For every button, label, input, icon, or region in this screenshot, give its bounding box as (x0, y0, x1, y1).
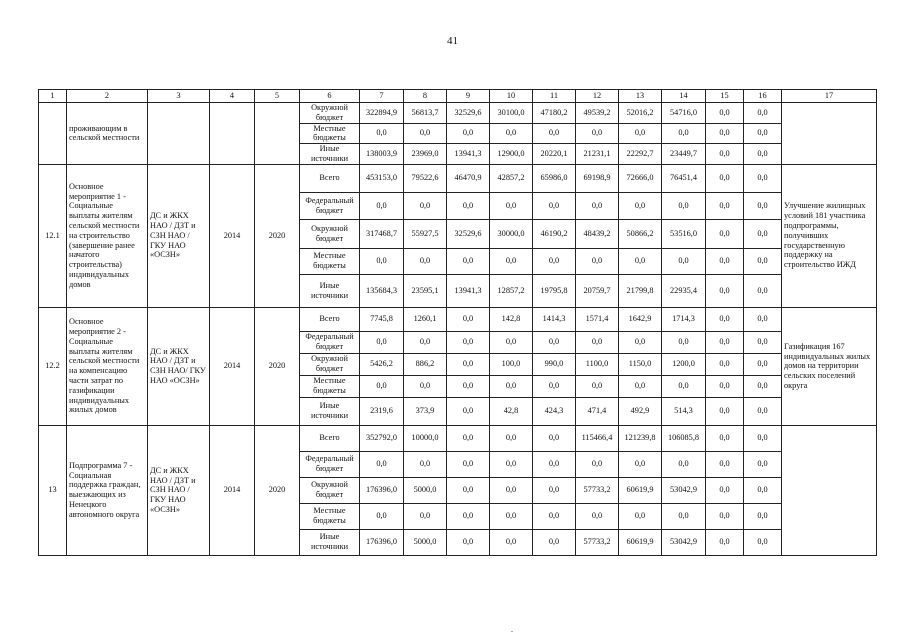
amount-cell: 0,0 (744, 144, 782, 165)
amount-cell: 0,0 (744, 164, 782, 192)
amount-cell: 1714,3 (662, 307, 706, 331)
amount-cell: 373,9 (404, 397, 447, 425)
amount-cell: 106085,8 (662, 425, 706, 451)
expected-result: Улучшение жилищных условий 181 участника подпрограммы, получивших государственную поддержку на строительство ИЖД (782, 164, 877, 307)
amount-cell: 55927,5 (404, 219, 447, 248)
amount-cell: 0,0 (447, 375, 490, 397)
start-year (210, 103, 255, 165)
amount-cell: 121239,8 (619, 425, 662, 451)
amount-cell: 424,3 (533, 397, 576, 425)
amount-cell: 0,0 (533, 192, 576, 219)
amount-cell: 5000,0 (404, 529, 447, 555)
amount-cell: 0,0 (576, 375, 619, 397)
expected-result (782, 425, 877, 555)
amount-cell: 0,0 (619, 451, 662, 477)
funding-source: Окружной бюджет (300, 219, 360, 248)
amount-cell: 32529,6 (447, 103, 490, 124)
amount-cell: 0,0 (533, 331, 576, 353)
column-number: 15 (706, 90, 744, 103)
executors: ДС и ЖКХ НАО / ДЗТ и СЗН НАО/ ГКУ НАО «ОСЗН» (148, 307, 210, 425)
amount-cell: 0,0 (447, 425, 490, 451)
amount-cell: 0,0 (576, 451, 619, 477)
column-number: 9 (447, 90, 490, 103)
amount-cell: 0,0 (706, 375, 744, 397)
amount-cell: 135684,3 (360, 274, 404, 307)
amount-cell: 19795,8 (533, 274, 576, 307)
amount-cell: 20220,1 (533, 144, 576, 165)
funding-source: Федеральный бюджет (300, 331, 360, 353)
column-number: 2 (67, 90, 148, 103)
item-name: Подпрограмма 7 - Социальная поддержка граждан, выезжающих из Ненецкого автономного округа (67, 425, 148, 555)
amount-cell: 0,0 (404, 503, 447, 529)
column-number: 16 (744, 90, 782, 103)
amount-cell: 50866,2 (619, 219, 662, 248)
funding-source: Иные источники (300, 274, 360, 307)
column-number: 8 (404, 90, 447, 103)
amount-cell: 453153,0 (360, 164, 404, 192)
amount-cell: 0,0 (404, 123, 447, 144)
funding-source: Местные бюджеты (300, 375, 360, 397)
amount-cell: 0,0 (404, 375, 447, 397)
amount-cell: 0,0 (360, 331, 404, 353)
amount-cell: 0,0 (706, 192, 744, 219)
amount-cell: 0,0 (447, 307, 490, 331)
funding-source: Иные источники (300, 144, 360, 165)
amount-cell: 514,3 (662, 397, 706, 425)
amount-cell: 0,0 (404, 451, 447, 477)
amount-cell: 21799,8 (619, 274, 662, 307)
amount-cell: 0,0 (706, 307, 744, 331)
amount-cell: 138003,9 (360, 144, 404, 165)
item-number: 13 (39, 425, 67, 555)
amount-cell: 0,0 (490, 248, 533, 274)
table-row (39, 164, 877, 192)
amount-cell: 0,0 (404, 192, 447, 219)
funding-source: Иные источники (300, 529, 360, 555)
amount-cell: 12900,0 (490, 144, 533, 165)
amount-cell: 0,0 (490, 503, 533, 529)
amount-cell: 0,0 (706, 274, 744, 307)
amount-cell: 0,0 (744, 219, 782, 248)
amount-cell: 0,0 (576, 123, 619, 144)
column-number: 13 (619, 90, 662, 103)
amount-cell: 0,0 (490, 375, 533, 397)
amount-cell: 0,0 (706, 425, 744, 451)
amount-cell: 322894,9 (360, 103, 404, 124)
amount-cell: 0,0 (533, 375, 576, 397)
executors: ДС и ЖКХ НАО / ДЗТ и СЗН НАО / ГКУ НАО «ОСЗН» (148, 164, 210, 307)
amount-cell: 0,0 (706, 451, 744, 477)
amount-cell: 1414,3 (533, 307, 576, 331)
page-mark: . (511, 625, 513, 634)
amount-cell: 0,0 (706, 123, 744, 144)
expected-result: Газификация 167 индивидуальных жилых домов на территории сельских поселений округа (782, 307, 877, 425)
amount-cell: 317468,7 (360, 219, 404, 248)
amount-cell: 0,0 (744, 307, 782, 331)
amount-cell: 76451,4 (662, 164, 706, 192)
item-number: 12.1 (39, 164, 67, 307)
amount-cell: 0,0 (744, 192, 782, 219)
amount-cell: 0,0 (706, 248, 744, 274)
amount-cell: 57733,2 (576, 529, 619, 555)
amount-cell: 13941,3 (447, 144, 490, 165)
amount-cell: 0,0 (447, 451, 490, 477)
amount-cell: 46190,2 (533, 219, 576, 248)
amount-cell: 0,0 (744, 503, 782, 529)
amount-cell: 79522,6 (404, 164, 447, 192)
amount-cell: 20759,7 (576, 274, 619, 307)
item-name: проживающим в сельской местности (67, 103, 148, 165)
column-number: 4 (210, 90, 255, 103)
amount-cell: 0,0 (744, 375, 782, 397)
start-year: 2014 (210, 425, 255, 555)
amount-cell: 54716,0 (662, 103, 706, 124)
amount-cell: 0,0 (533, 248, 576, 274)
amount-cell: 5426,2 (360, 353, 404, 375)
column-number: 14 (662, 90, 706, 103)
amount-cell: 0,0 (744, 529, 782, 555)
amount-cell: 0,0 (744, 477, 782, 503)
amount-cell: 0,0 (490, 192, 533, 219)
amount-cell: 23595,1 (404, 274, 447, 307)
amount-cell: 60619,9 (619, 529, 662, 555)
column-number: 10 (490, 90, 533, 103)
page-number: 41 (447, 35, 458, 47)
amount-cell: 0,0 (662, 192, 706, 219)
amount-cell: 22935,4 (662, 274, 706, 307)
amount-cell: 23969,0 (404, 144, 447, 165)
amount-cell: 0,0 (360, 375, 404, 397)
amount-cell: 49539,2 (576, 103, 619, 124)
amount-cell: 0,0 (706, 164, 744, 192)
end-year: 2020 (255, 425, 300, 555)
amount-cell: 0,0 (490, 529, 533, 555)
amount-cell: 0,0 (744, 451, 782, 477)
funding-source: Окружной бюджет (300, 103, 360, 124)
amount-cell: 0,0 (576, 248, 619, 274)
amount-cell: 0,0 (619, 248, 662, 274)
amount-cell: 0,0 (447, 397, 490, 425)
funding-source: Федеральный бюджет (300, 451, 360, 477)
amount-cell: 0,0 (619, 123, 662, 144)
item-number (39, 103, 67, 165)
amount-cell: 53042,9 (662, 477, 706, 503)
item-name: Основное мероприятие 1 - Социальные выплаты жителям сельской местности на строительство (завершение ранее начатого строительства) индивидуальных домов (67, 164, 148, 307)
amount-cell: 53042,9 (662, 529, 706, 555)
column-number: 11 (533, 90, 576, 103)
amount-cell: 0,0 (744, 103, 782, 124)
amount-cell: 0,0 (706, 503, 744, 529)
amount-cell: 42,8 (490, 397, 533, 425)
column-number: 3 (148, 90, 210, 103)
funding-source: Окружной бюджет (300, 353, 360, 375)
amount-cell: 886,2 (404, 353, 447, 375)
amount-cell: 0,0 (744, 425, 782, 451)
amount-cell: 0,0 (576, 192, 619, 219)
amount-cell: 0,0 (576, 503, 619, 529)
amount-cell: 0,0 (447, 192, 490, 219)
amount-cell: 0,0 (706, 529, 744, 555)
amount-cell: 0,0 (533, 425, 576, 451)
funding-source: Местные бюджеты (300, 248, 360, 274)
amount-cell: 32529,6 (447, 219, 490, 248)
amount-cell: 7745,8 (360, 307, 404, 331)
funding-source: Федеральный бюджет (300, 192, 360, 219)
funding-source: Окружной бюджет (300, 477, 360, 503)
amount-cell: 5000,0 (404, 477, 447, 503)
amount-cell: 0,0 (533, 529, 576, 555)
amount-cell: 30100,0 (490, 103, 533, 124)
amount-cell: 0,0 (447, 248, 490, 274)
amount-cell: 0,0 (619, 192, 662, 219)
start-year: 2014 (210, 164, 255, 307)
amount-cell: 57733,2 (576, 477, 619, 503)
amount-cell: 0,0 (490, 123, 533, 144)
table-row (39, 103, 877, 124)
amount-cell: 1200,0 (662, 353, 706, 375)
column-number: 5 (255, 90, 300, 103)
amount-cell: 0,0 (533, 477, 576, 503)
amount-cell: 0,0 (404, 331, 447, 353)
amount-cell: 56813,7 (404, 103, 447, 124)
column-number: 12 (576, 90, 619, 103)
amount-cell: 0,0 (706, 397, 744, 425)
amount-cell: 0,0 (662, 331, 706, 353)
amount-cell: 0,0 (744, 397, 782, 425)
amount-cell: 0,0 (744, 123, 782, 144)
column-number: 17 (782, 90, 877, 103)
amount-cell: 0,0 (447, 529, 490, 555)
amount-cell: 176396,0 (360, 529, 404, 555)
amount-cell: 10000,0 (404, 425, 447, 451)
amount-cell: 1150,0 (619, 353, 662, 375)
amount-cell: 23449,7 (662, 144, 706, 165)
amount-cell: 352792,0 (360, 425, 404, 451)
funding-source: Всего (300, 425, 360, 451)
funding-source: Местные бюджеты (300, 503, 360, 529)
amount-cell: 0,0 (360, 192, 404, 219)
column-number: 1 (39, 90, 67, 103)
amount-cell: 0,0 (662, 248, 706, 274)
amount-cell: 72666,0 (619, 164, 662, 192)
end-year (255, 103, 300, 165)
amount-cell: 0,0 (576, 331, 619, 353)
table-row (39, 307, 877, 331)
amount-cell: 100,0 (490, 353, 533, 375)
amount-cell: 65986,0 (533, 164, 576, 192)
amount-cell: 60619,9 (619, 477, 662, 503)
amount-cell: 69198,9 (576, 164, 619, 192)
amount-cell: 0,0 (360, 248, 404, 274)
amount-cell: 0,0 (744, 353, 782, 375)
amount-cell: 142,8 (490, 307, 533, 331)
amount-cell: 0,0 (490, 331, 533, 353)
amount-cell: 0,0 (533, 451, 576, 477)
amount-cell: 0,0 (404, 248, 447, 274)
amount-cell: 0,0 (447, 331, 490, 353)
amount-cell: 46470,9 (447, 164, 490, 192)
amount-cell: 42857,2 (490, 164, 533, 192)
amount-cell: 1260,1 (404, 307, 447, 331)
executors (148, 103, 210, 165)
amount-cell: 0,0 (706, 103, 744, 124)
amount-cell: 21231,1 (576, 144, 619, 165)
amount-cell: 176396,0 (360, 477, 404, 503)
amount-cell: 0,0 (619, 331, 662, 353)
funding-source: Всего (300, 307, 360, 331)
amount-cell: 0,0 (360, 503, 404, 529)
start-year: 2014 (210, 307, 255, 425)
amount-cell: 0,0 (533, 503, 576, 529)
amount-cell: 0,0 (447, 353, 490, 375)
amount-cell: 0,0 (533, 123, 576, 144)
amount-cell: 0,0 (447, 477, 490, 503)
table-row (39, 425, 877, 451)
amount-cell: 0,0 (744, 248, 782, 274)
amount-cell: 12857,2 (490, 274, 533, 307)
amount-cell: 0,0 (360, 123, 404, 144)
amount-cell: 0,0 (662, 375, 706, 397)
amount-cell: 52016,2 (619, 103, 662, 124)
amount-cell: 0,0 (706, 219, 744, 248)
amount-cell: 53516,0 (662, 219, 706, 248)
item-name: Основное мероприятие 2 - Социальные выплаты жителям сельской местности на компенсацию части затрат по газификации индивидуальных жилых домов (67, 307, 148, 425)
amount-cell: 0,0 (619, 375, 662, 397)
amount-cell: 1571,4 (576, 307, 619, 331)
amount-cell: 0,0 (706, 144, 744, 165)
amount-cell: 0,0 (360, 451, 404, 477)
amount-cell: 471,4 (576, 397, 619, 425)
funding-source: Всего (300, 164, 360, 192)
amount-cell: 492,9 (619, 397, 662, 425)
amount-cell: 48439,2 (576, 219, 619, 248)
end-year: 2020 (255, 307, 300, 425)
amount-cell: 0,0 (662, 503, 706, 529)
amount-cell: 0,0 (490, 477, 533, 503)
amount-cell: 2319,6 (360, 397, 404, 425)
amount-cell: 13941,3 (447, 274, 490, 307)
executors: ДС и ЖКХ НАО / ДЗТ и СЗН НАО / ГКУ НАО «ОСЗН» (148, 425, 210, 555)
end-year: 2020 (255, 164, 300, 307)
column-number: 7 (360, 90, 404, 103)
amount-cell: 115466,4 (576, 425, 619, 451)
amount-cell: 0,0 (744, 274, 782, 307)
amount-cell: 0,0 (490, 451, 533, 477)
amount-cell: 0,0 (662, 123, 706, 144)
column-number: 6 (300, 90, 360, 103)
amount-cell: 0,0 (706, 477, 744, 503)
amount-cell: 1100,0 (576, 353, 619, 375)
amount-cell: 22292,7 (619, 144, 662, 165)
amount-cell: 990,0 (533, 353, 576, 375)
amount-cell: 30000,0 (490, 219, 533, 248)
amount-cell: 0,0 (447, 123, 490, 144)
amount-cell: 0,0 (447, 503, 490, 529)
amount-cell: 1642,9 (619, 307, 662, 331)
funding-source: Иные источники (300, 397, 360, 425)
header-row (39, 90, 877, 103)
funding-source: Местные бюджеты (300, 123, 360, 144)
expected-result (782, 103, 877, 165)
amount-cell: 0,0 (619, 503, 662, 529)
item-number: 12.2 (39, 307, 67, 425)
amount-cell: 0,0 (706, 353, 744, 375)
amount-cell: 0,0 (744, 331, 782, 353)
amount-cell: 0,0 (706, 331, 744, 353)
amount-cell: 0,0 (662, 451, 706, 477)
amount-cell: 47180,2 (533, 103, 576, 124)
budget-table (38, 89, 877, 556)
amount-cell: 0,0 (490, 425, 533, 451)
